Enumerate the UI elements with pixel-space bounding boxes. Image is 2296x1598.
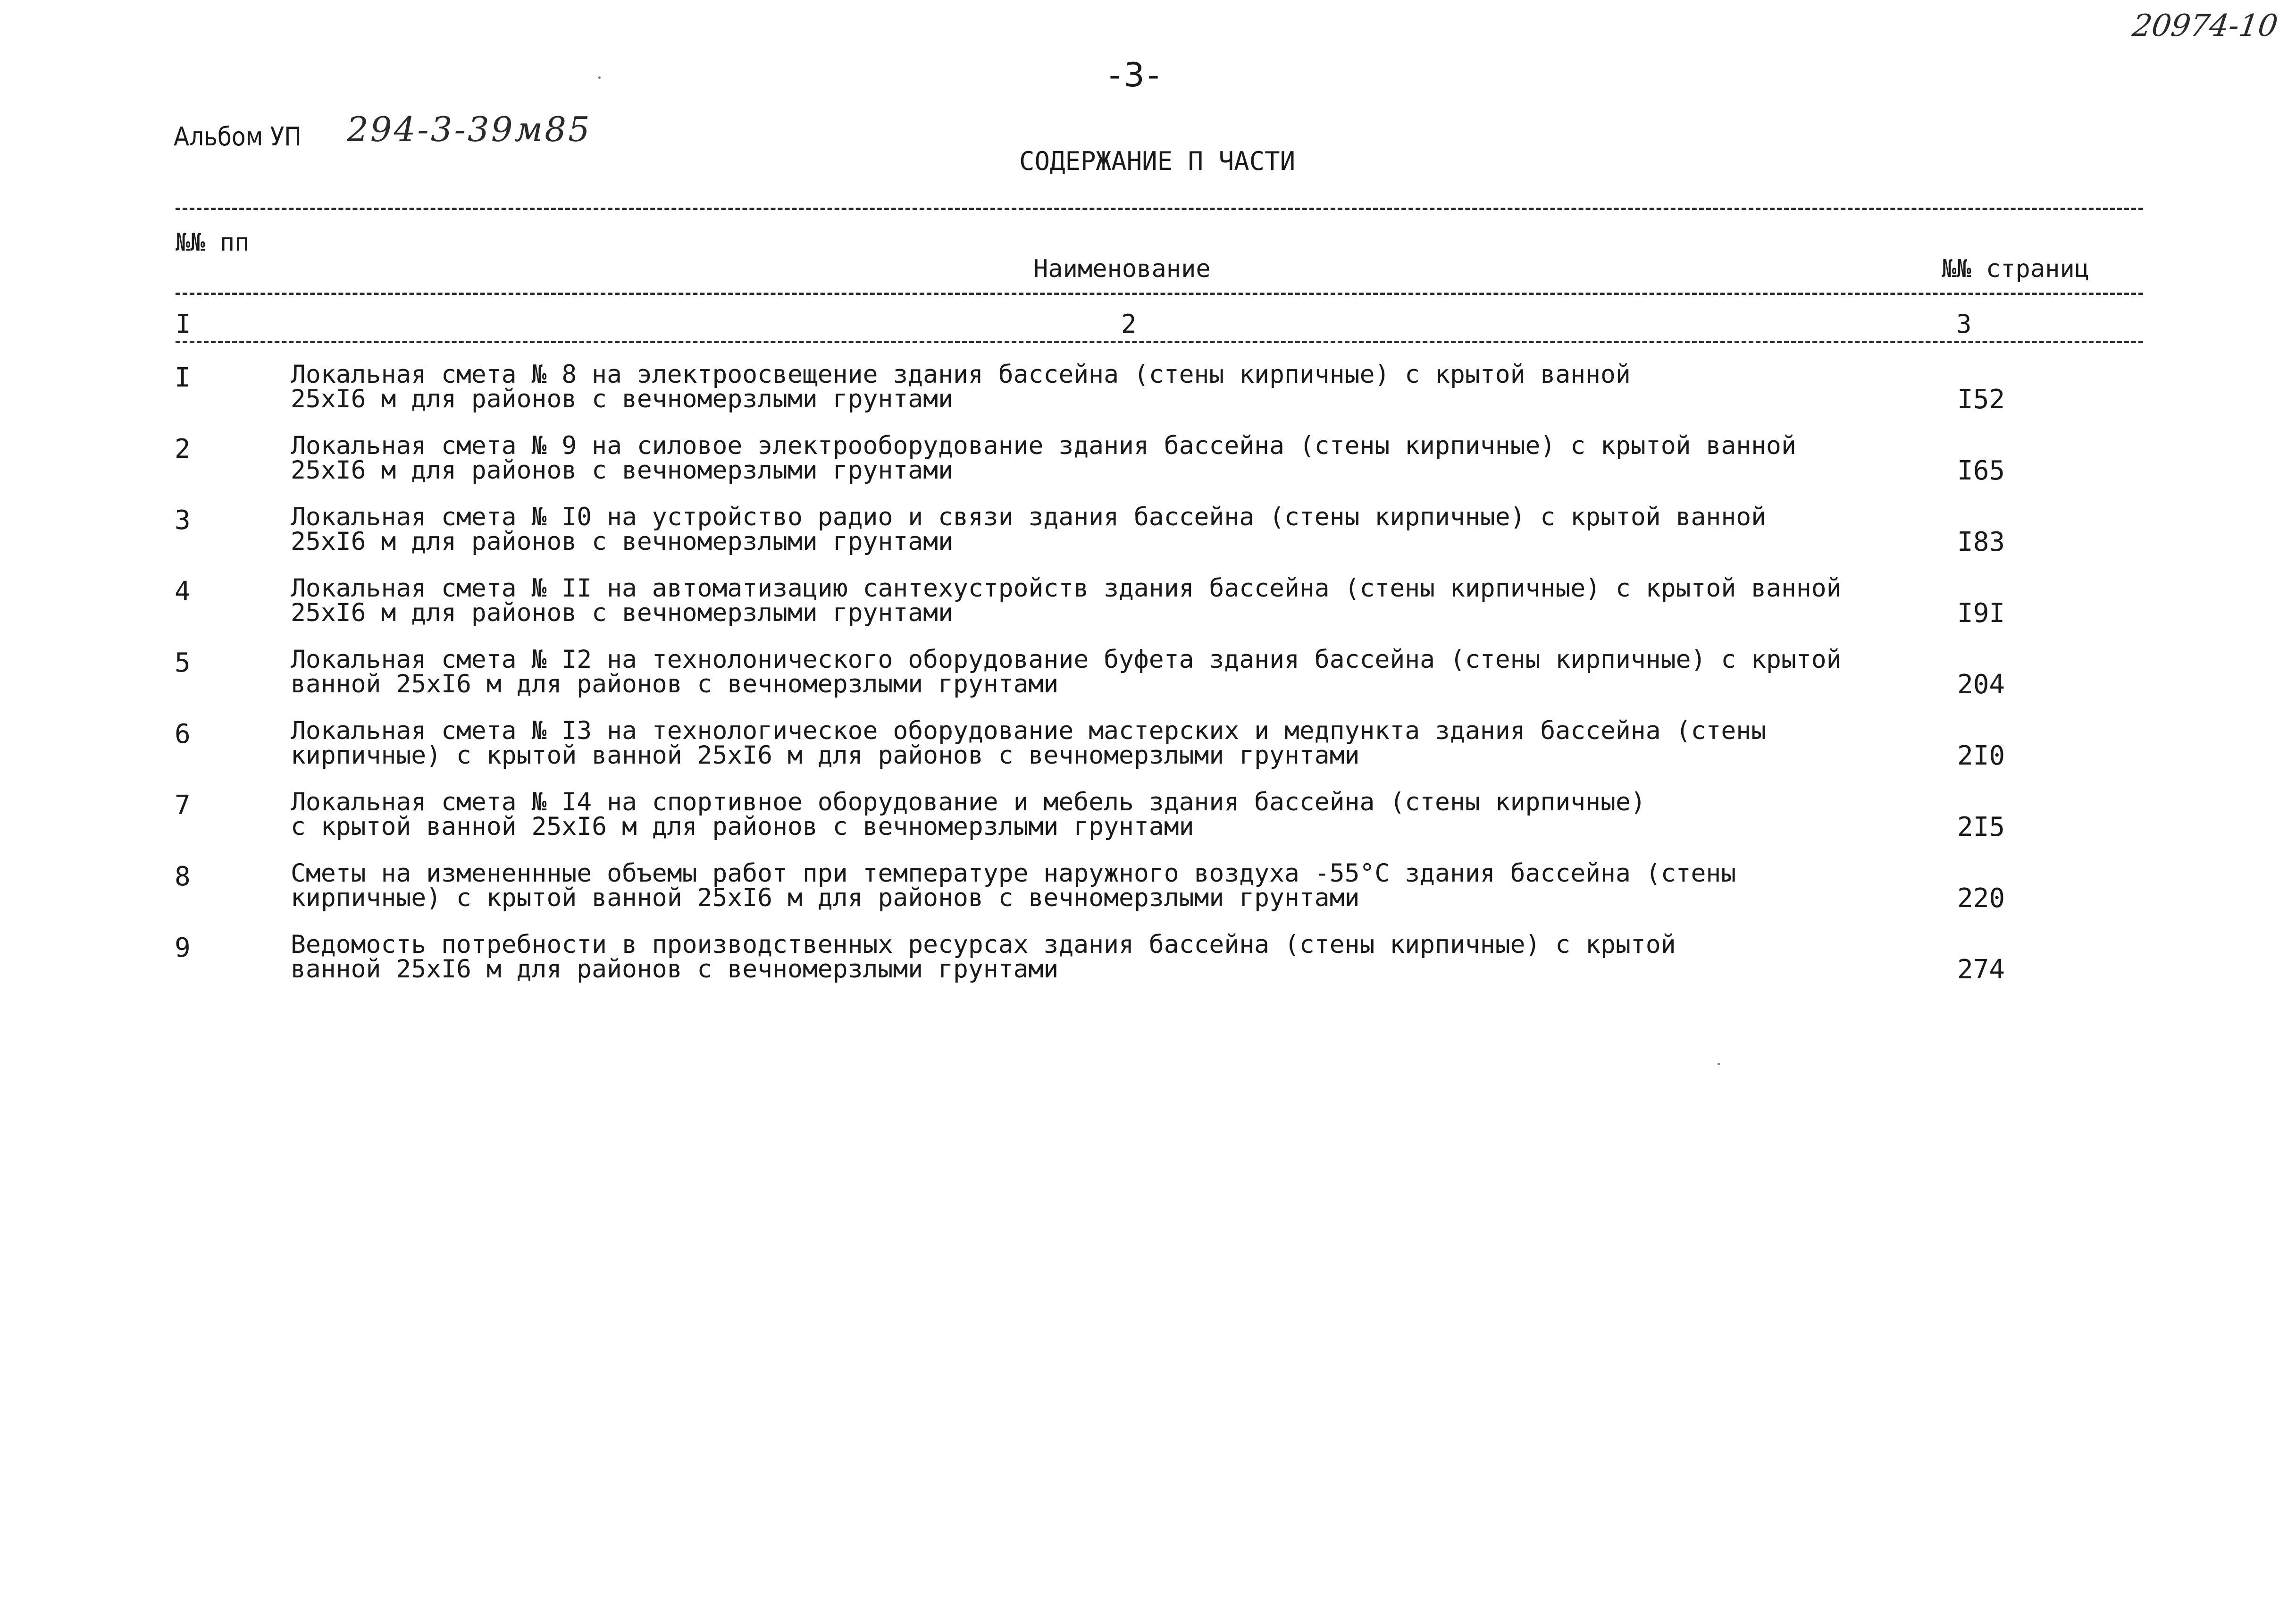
row-title: Локальная смета № I0 на устройство радио и связи здания бассейна (стены кирпичные) с крытой ванной 25хI6 м для районов с вечномерзлыми грунтами bbox=[291, 503, 1767, 556]
row-title: Локальная смета № I2 на технолонического оборудование буфета здания бассейна (стены кирпичные) с крытой ванной 25хI6 м для районов с вечномерзлыми грунтами bbox=[291, 645, 1842, 698]
row-page: I9I bbox=[1957, 598, 2005, 629]
row-title: Сметы на измененнные объемы работ при температуре наружного воздуха -55°С здания бассейна (стены кирпичные) с крытой ванной 25хI6 м для районов с вечномерзлыми грунтами bbox=[291, 859, 1736, 912]
table-row bbox=[0, 645, 2296, 718]
header-rule bbox=[176, 293, 2143, 295]
row-page: I65 bbox=[1957, 455, 2005, 486]
table-row bbox=[0, 362, 2296, 433]
row-number: 8 bbox=[175, 861, 191, 892]
row-number: 5 bbox=[175, 648, 191, 678]
table-row bbox=[0, 576, 2296, 647]
column-index-3: 3 bbox=[1956, 309, 1972, 339]
row-number: 6 bbox=[175, 719, 191, 749]
table-row bbox=[0, 716, 2296, 790]
table-row bbox=[0, 505, 2296, 576]
row-number: 9 bbox=[175, 933, 191, 963]
album-label: Альбом УП bbox=[174, 122, 302, 151]
scan-speck bbox=[598, 76, 601, 79]
column-header-number: №№ пп bbox=[176, 228, 250, 257]
row-number: 4 bbox=[175, 576, 191, 607]
row-page: 2I0 bbox=[1957, 740, 2005, 771]
table-row bbox=[0, 930, 2296, 1003]
row-title: Локальная смета № 8 на электроосвещение здания бассейна (стены кирпичные) с крытой ванной 25хI6 м для районов с вечномерзлыми грунтами bbox=[291, 360, 1631, 413]
table-row bbox=[0, 431, 2296, 505]
row-page: I83 bbox=[1957, 527, 2005, 557]
table-row bbox=[0, 861, 2296, 932]
row-page: 2I5 bbox=[1957, 812, 2005, 842]
row-title: Ведомость потребности в производственных ресурсах здания бассейна (стены кирпичные) с крытой ванной 25хI6 м для районов с вечномерзлыми грунтами bbox=[291, 930, 1676, 984]
row-page: 220 bbox=[1957, 883, 2005, 914]
page-number: -3- bbox=[1109, 56, 1163, 94]
column-header-pages: №№ страниц bbox=[1942, 255, 2090, 283]
row-number: 3 bbox=[175, 505, 191, 536]
table-row bbox=[0, 790, 2296, 861]
page-title: СОДЕРЖАНИЕ П ЧАСТИ bbox=[1019, 146, 1296, 176]
column-index-2: 2 bbox=[1121, 309, 1137, 339]
row-title: Локальная смета № I4 на спортивное оборудование и мебель здания бассейна (стены кирпичные) с крытой ванной 25хI6 м для районов с вечномерзлыми грунтами bbox=[291, 788, 1646, 841]
handwritten-document-number: 20974-10 bbox=[2130, 8, 2280, 43]
row-number: 7 bbox=[175, 790, 191, 821]
column-index-rule bbox=[176, 341, 2143, 343]
row-page: 274 bbox=[1957, 954, 2005, 985]
scan-speck bbox=[1718, 1063, 1720, 1065]
row-page: I52 bbox=[1957, 384, 2005, 415]
column-index-1: I bbox=[176, 309, 191, 339]
row-page: 204 bbox=[1957, 669, 2005, 700]
row-number: 2 bbox=[175, 434, 191, 464]
table-top-rule bbox=[176, 208, 2143, 210]
column-header-name: Наименование bbox=[1033, 255, 1211, 283]
row-title: Локальная смета № II на автоматизацию сантехустройств здания бассейна (стены кирпичные) с крытой ванной 25хI6 м для районов с вечномерзлыми грунтами bbox=[291, 574, 1842, 627]
row-title: Локальная смета № I3 на технологическое оборудование мастерских и медпункта здания бассейна (стены кирпичные) с крытой ванной 25хI6 м для районов с вечномерзлыми грунтами bbox=[291, 716, 1767, 770]
row-number: I bbox=[175, 362, 191, 393]
row-title: Локальная смета № 9 на силовое электрооборудование здания бассейна (стены кирпичные) с крытой ванной 25хI6 м для районов с вечномерзлыми грунтами bbox=[291, 431, 1796, 485]
handwritten-album-code: 294-3-39м85 bbox=[347, 109, 592, 149]
